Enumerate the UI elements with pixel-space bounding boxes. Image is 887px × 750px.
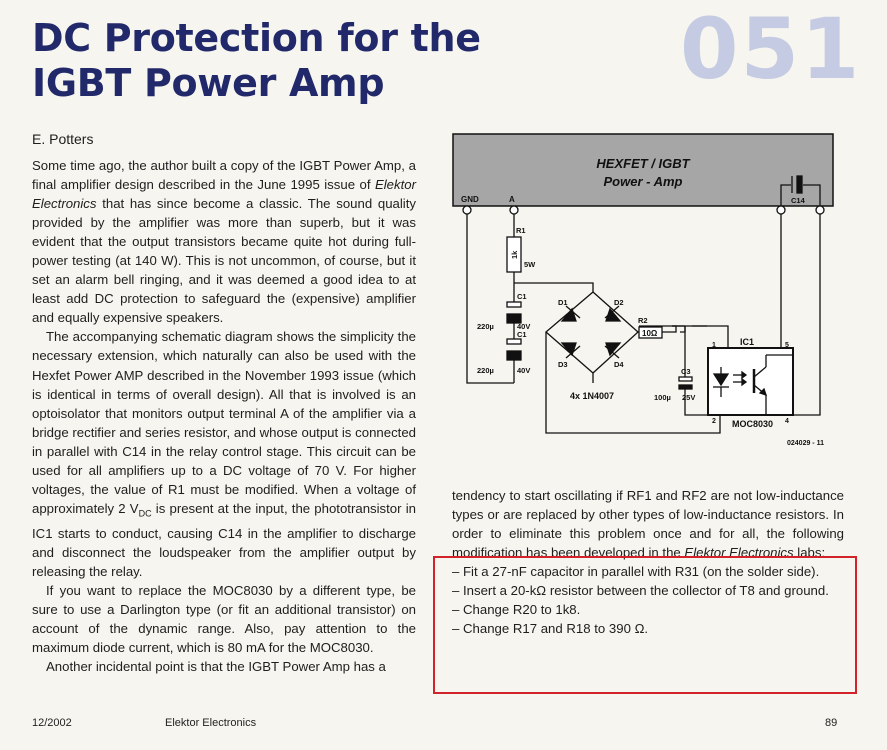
footer-page-number: 89: [825, 717, 838, 729]
c3-volt: 25V: [682, 393, 696, 402]
c1-value-bottom: 220µ: [477, 366, 494, 375]
pin-4: 4: [785, 418, 789, 425]
article-number: 051: [680, 0, 862, 98]
amp-label-2: Power - Amp: [603, 174, 683, 189]
text: that has since become a classic. The sound quality provided by the amplifier was more than superb, but it was evident that the output transistors became quite hot during full-power testing (at 140 W). This is not uncommon, of course, but it set an alarm bell ringing, and it was deemed a good idea to at least add DC protection to safeguard the (expensive) amplifier and equally expensive speakers.: [32, 196, 416, 326]
d2-label: D2: [614, 298, 624, 307]
pin-5: 5: [785, 342, 789, 349]
c1-label-top: C1: [517, 292, 527, 301]
d4-label: D4: [614, 360, 624, 369]
highlight-box: [433, 556, 857, 694]
c1-label-bottom: C1: [517, 330, 527, 339]
text: labs:: [793, 545, 826, 561]
paragraph-2: [32, 327, 416, 580]
r1-label: R1: [516, 226, 526, 235]
paragraph-1: [32, 156, 416, 327]
footer-issue: 12/2002: [32, 717, 72, 729]
schematic-diagram: [448, 127, 843, 452]
article-title: [32, 16, 592, 106]
list-item: – Change R20 to 1k8.: [452, 602, 581, 618]
r2-value: 10Ω: [642, 329, 658, 338]
list-item: – Insert a 20-kΩ resistor between the collector of T8 and ground.: [452, 583, 829, 599]
c14-label: C14: [791, 196, 805, 205]
d3-label: D3: [558, 360, 568, 369]
text: tendency to start oscillating if RF1 and RF2 are not low-inductance types or are replaced by other types of low-inductance resistors. In order to eliminate this problem once and for all, the following modification has been developed in the: [452, 488, 844, 561]
title-line-1: DC Protection for the: [32, 16, 481, 60]
footer-magazine: Elektor Electronics: [165, 717, 257, 729]
c1-volt-top: 40V: [517, 322, 531, 331]
title-line-2: IGBT Power Amp: [32, 61, 385, 105]
a-label: A: [509, 195, 515, 204]
diodes-label: 4x 1N4007: [570, 391, 615, 401]
pin-1: 1: [712, 342, 716, 349]
text: Some time ago, the author built a copy of the IGBT Power Amp, a final amplifier design described in the June 1995 issue of: [32, 158, 416, 193]
r1-value: 1k: [510, 250, 519, 259]
text: The accompanying schematic diagram shows the simplicity the necessary extension, which naturally can also be used with the Hexfet Power AMP described in the November 1993 issue (which is identical in terms of overall design). All that is involved is an optoisolator that monitors output terminal A of the amplifier via a bridge rectifier and series resistor, and whose output is connected in parallel with C14 in the relay control stage. This circuit can be used for all amplifiers up to a DC voltage of 70 V. For higher voltages, the value of R1 must be modified. When a voltage of approximately 2: [32, 329, 416, 516]
r1-power: 5W: [524, 260, 536, 269]
amp-label-1: HEXFET / IGBT: [596, 156, 690, 171]
author-name: E. Potters: [32, 131, 94, 147]
c1-volt-bottom: 40V: [517, 366, 531, 375]
text: is present at the input, the phototransistor in IC1 starts to conduct, causing C14 in the amplifier to discharge and disconnect the loudspeaker from the amplifier output by releasing the relay.: [32, 500, 416, 579]
c3-capacitor: [679, 377, 692, 389]
c3-value: 100µ: [654, 393, 671, 402]
ic1-type: MOC8030: [732, 419, 774, 429]
gnd-label: GND: [461, 195, 479, 204]
right-paragraph: [452, 486, 844, 562]
list-item: – Change R17 and R18 to 390 Ω.: [452, 621, 649, 637]
paragraph-4: Another incidental point is that the IGBT Power Amp has a: [46, 658, 386, 674]
paragraph-3: If you want to replace the MOC8030 by a different type, be sure to use a Darlington type (or fit an additional transistor) on account of the dynamic range. Also, pay attention to the maximum diode current, which is 80 mA for the MOC8030.: [32, 582, 416, 655]
r2-label: R2: [638, 316, 648, 325]
magazine-name: Elektor Electronics: [684, 545, 794, 561]
c3-label: C3: [681, 367, 691, 376]
voltage-subscript: DC: [138, 508, 152, 519]
c1-value-top: 220µ: [477, 322, 494, 331]
d1-label: D1: [558, 298, 568, 307]
magazine-name: Elektor Electronics: [32, 177, 416, 212]
list-item: – Fit a 27-nF capacitor in parallel with R31 (on the solder side).: [452, 564, 820, 580]
voltage-symbol: V: [129, 500, 139, 516]
figure-code: 024029 - 11: [787, 440, 824, 447]
left-column: [32, 156, 416, 676]
terminals: [463, 206, 824, 214]
ic1-label: IC1: [740, 337, 755, 347]
diodes: [562, 306, 620, 358]
pin-2: 2: [712, 418, 716, 425]
